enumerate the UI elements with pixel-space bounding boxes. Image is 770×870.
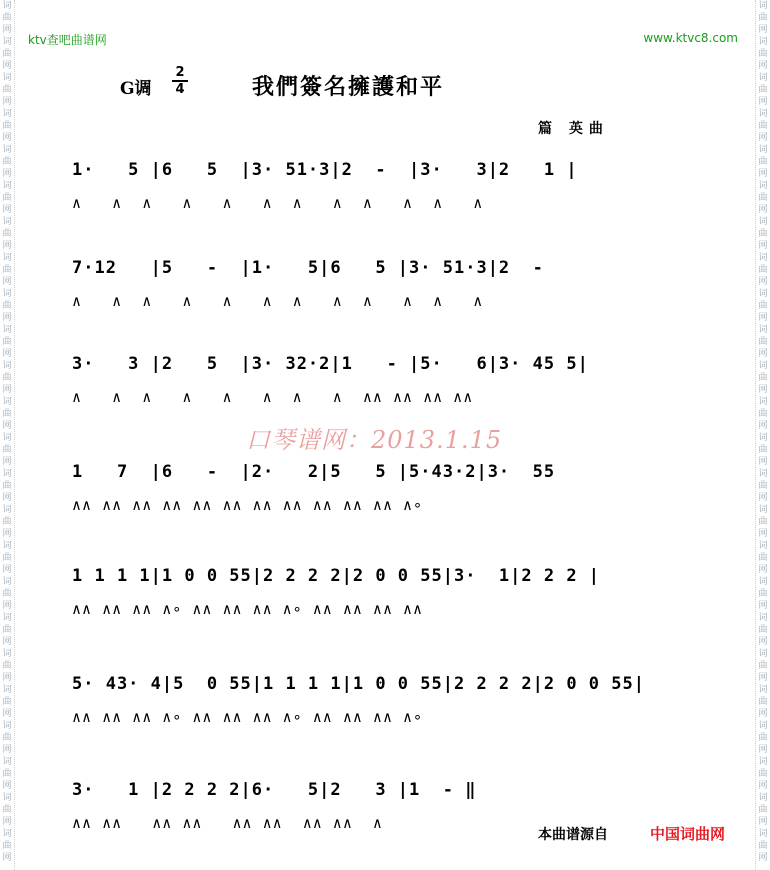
composer-credit: 篇 英曲 bbox=[538, 121, 609, 137]
center-watermark: 口琴谱网：2013.1.15 bbox=[246, 426, 503, 454]
notes-line: 1 7 |6 - |2· 2|5 5 |5·43·2|3· 55 bbox=[72, 462, 556, 482]
breath-marks-line: ∧∧ ∧∧ ∧∧ ∧∧ ∧∧ ∧∧ ∧∧ ∧∧ ∧ bbox=[72, 814, 383, 832]
site-name-left: ktv查吧曲谱网 bbox=[28, 33, 107, 47]
source-site-link[interactable]: 中国词曲网 bbox=[650, 825, 726, 843]
score-row bbox=[60, 248, 650, 318]
notes-line: 1· 5 |6 5 |3· 51·3|2 - |3· 3|2 1 | bbox=[72, 160, 578, 180]
time-bottom: 4 bbox=[175, 82, 185, 97]
key-signature: G调 bbox=[120, 79, 152, 99]
notes-line: 3· 3 |2 5 |3· 32·2|1 - |5· 6|3· 45 5| bbox=[72, 354, 589, 374]
score-row bbox=[60, 664, 650, 734]
breath-marks-line: ∧ ∧ ∧ ∧ ∧ ∧ ∧ ∧ ∧∧ ∧∧ ∧∧ ∧∧ bbox=[72, 388, 474, 406]
notes-line: 7·12 |5 - |1· 5|6 5 |3· 51·3|2 - bbox=[72, 258, 556, 278]
breath-marks-line: ∧ ∧ ∧ ∧ ∧ ∧ ∧ ∧ ∧ ∧ ∧ ∧ bbox=[72, 292, 484, 310]
song-title: 我們簽名擁護和平 bbox=[252, 74, 445, 100]
notes-line: 3· 1 |2 2 2 2|6· 5|2 3 |1 - ‖ bbox=[72, 780, 477, 800]
time-top: 2 bbox=[175, 65, 185, 80]
side-watermark-right: 词曲网词曲网词曲网词曲网词曲网词曲网词曲网词曲网词曲网词曲网词曲网词曲网词曲网词曲网词曲网词曲网词曲网词曲网词曲网词曲网词曲网词曲网词曲网词曲网 bbox=[755, 0, 770, 870]
notes-line: 5· 43· 4|5 0 55|1 1 1 1|1 0 0 55|2 2 2 2|2 0 0 55| bbox=[72, 674, 645, 694]
breath-marks-line: ∧∧ ∧∧ ∧∧ ∧∘ ∧∧ ∧∧ ∧∧ ∧∘ ∧∧ ∧∧ ∧∧ ∧∘ bbox=[72, 708, 424, 726]
notes-line: 1 1 1 1|1 0 0 55|2 2 2 2|2 0 0 55|3· 1|2 2 2 | bbox=[72, 566, 601, 586]
breath-marks-line: ∧∧ ∧∧ ∧∧ ∧∧ ∧∧ ∧∧ ∧∧ ∧∧ ∧∧ ∧∧ ∧∧ ∧∘ bbox=[72, 496, 424, 514]
breath-marks-line: ∧∧ ∧∧ ∧∧ ∧∘ ∧∧ ∧∧ ∧∧ ∧∘ ∧∧ ∧∧ ∧∧ ∧∧ bbox=[72, 600, 424, 618]
source-label: 本曲谱源自 bbox=[538, 827, 608, 843]
time-signature bbox=[172, 66, 188, 96]
site-url-right: www.ktvc8.com bbox=[643, 31, 738, 45]
side-watermark-left: 词曲网词曲网词曲网词曲网词曲网词曲网词曲网词曲网词曲网词曲网词曲网词曲网词曲网词曲网词曲网词曲网词曲网词曲网词曲网词曲网词曲网词曲网词曲网词曲网 bbox=[0, 0, 15, 870]
score-row bbox=[60, 344, 650, 414]
score-row bbox=[60, 452, 650, 522]
score-row bbox=[60, 150, 650, 220]
score-row bbox=[60, 556, 650, 626]
breath-marks-line: ∧ ∧ ∧ ∧ ∧ ∧ ∧ ∧ ∧ ∧ ∧ ∧ bbox=[72, 194, 484, 212]
